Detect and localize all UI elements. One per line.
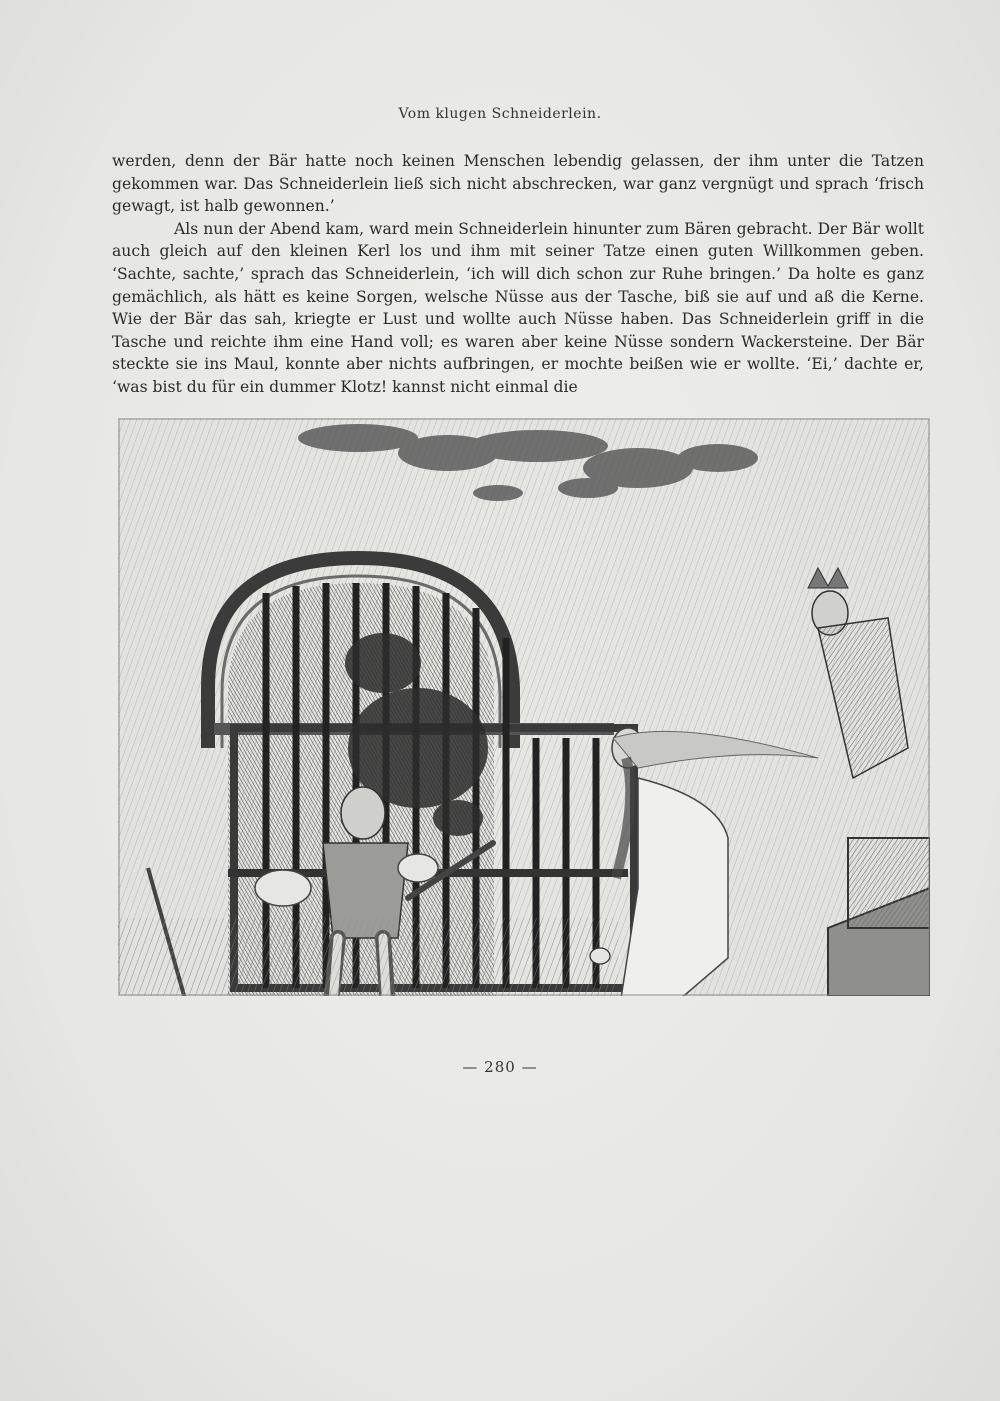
running-head: Vom klugen Schneiderlein. [398, 106, 602, 122]
body-text [112, 150, 924, 399]
skull [590, 948, 610, 964]
ground [118, 918, 618, 996]
paragraph: werden, denn der Bär hatte noch keinen Menschen lebendig gelassen, der ihm unter die Tatzen gekommen war. Das Schneiderlein ließ sich nicht abschrecken, war ganz vergnügt und sprach ‘frisch gewagt, ist halb gewonnen.’ [112, 152, 924, 216]
page-number: — 280 — [462, 1058, 538, 1076]
paragraph: Als nun der Abend kam, ward mein Schneiderlein hinunter zum Bären gebracht. Der Bär wollt auch gleich auf den kleinen Kerl los und ihm mit seiner Tatze einen guten Willkommen geben. ‘Sachte, sachte,’ sprach das Schneiderlein, ‘ich will dich schon zur Ruhe bringen.’ Da holte es ganz gemächlich, als hätt es keine Sorgen, welsche Nüsse aus der Tasche, biß sie auf und aß die Kerne. Wie der Bär das sah, kriegte er Lust und wollte auch Nüsse haben. Das Schneiderlein griff in die Tasche und reichte ihm eine Hand voll; es waren aber keine Nüsse sondern Wackersteine. Der Bär steckte sie ins Maul, konnte aber nichts aufbringen, er mochte beißen wie er wollte. ‘Ei,’ dachte er, ‘was bist du für ein dummer Klotz! kannst nicht einmal die [112, 219, 924, 396]
engraving-illustration [118, 418, 930, 996]
